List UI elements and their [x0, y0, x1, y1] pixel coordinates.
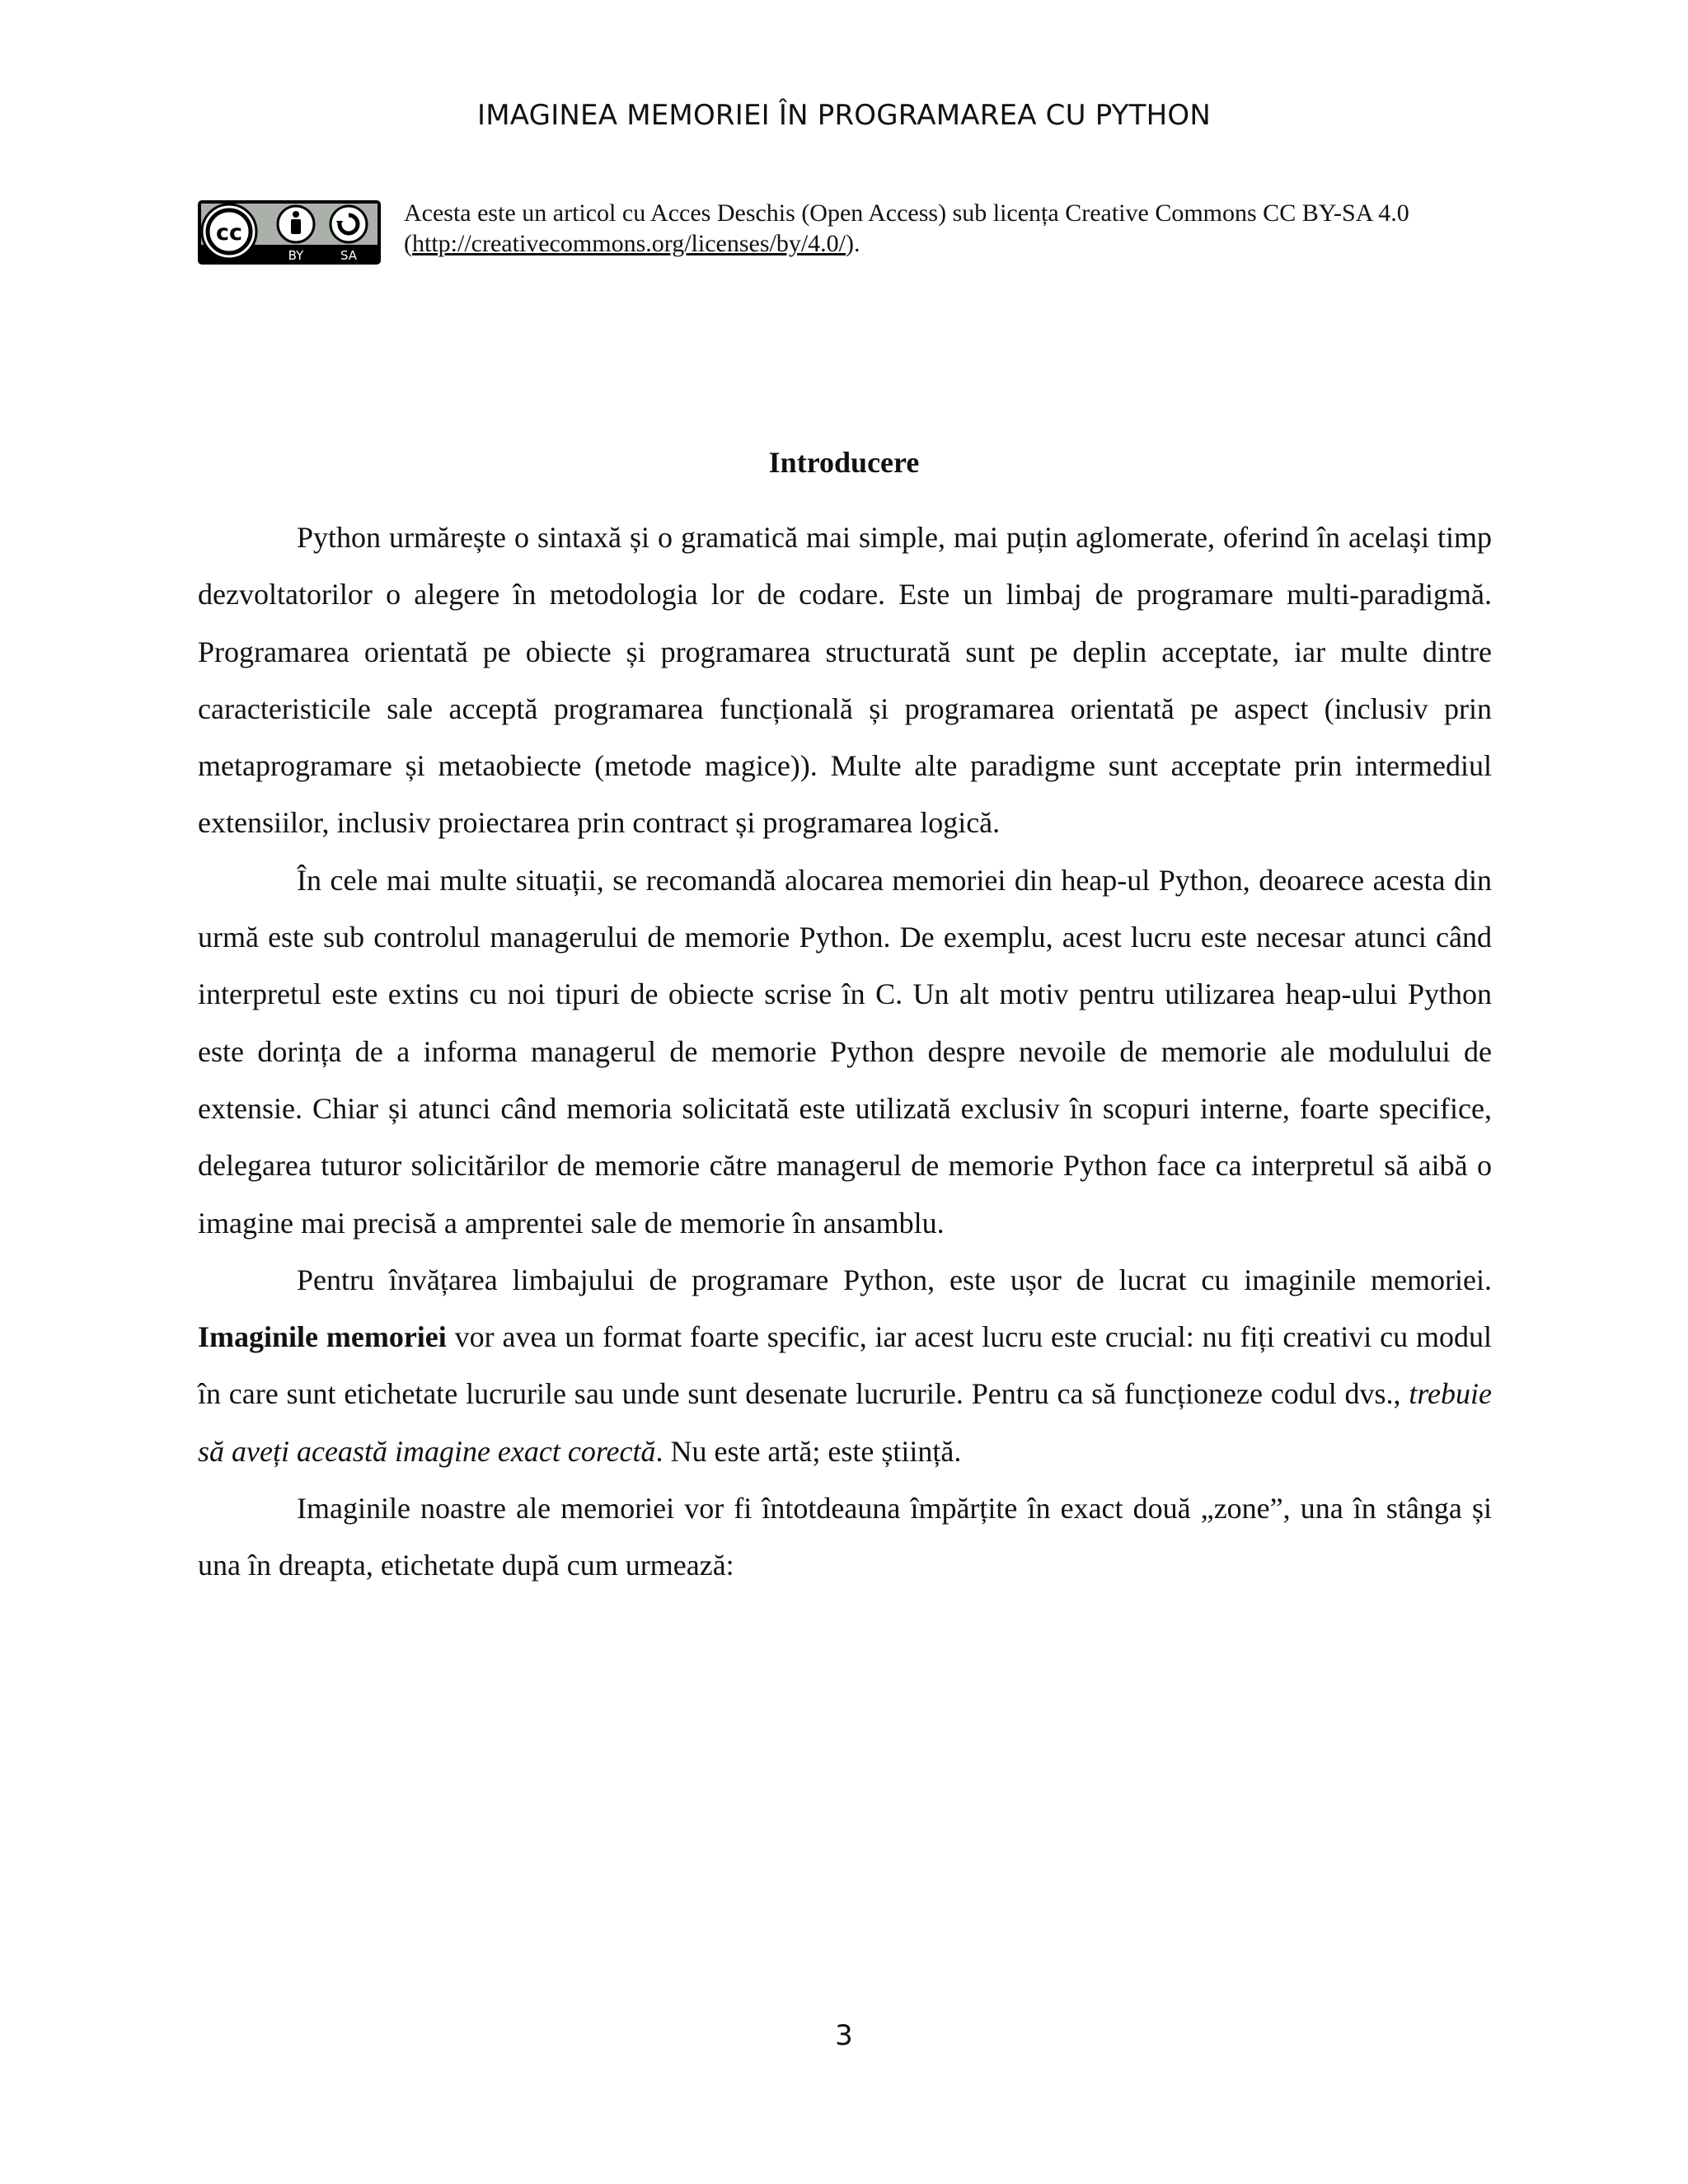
paragraph-1: Python urmărește o sintaxă și o gramatică mai simple, mai puțin aglomerate, oferind în același timp dezvoltatorilor o alegere în metodologia lor de codare. Este un limbaj de programare multi-paradigmă. Programarea orientată pe obiecte și programarea structurată sunt pe deplin acceptate, iar multe dintre caracteristicile sale acceptă programarea funcțională și programarea orientată pe aspect (inclusiv prin metaprogramare și metaobiecte (metode magice)). Multe alte paradigme sunt acceptate prin intermediul extensiilor, inclusiv proiectarea prin contract și programarea logică.: [198, 521, 1492, 840]
paragraph-3-bold: Imaginile memoriei: [198, 1320, 447, 1354]
paragraph-3-part-2: vor avea un format foarte specific, iar acest lucru este crucial: nu fiți creativi cu modul în care sunt etichetate lucrurile sau unde sunt desenate lucrurile. Pentru ca să funcționeze codul dvs.,: [198, 1320, 1492, 1411]
license-link[interactable]: http://creativecommons.org/licenses/by/4.0/: [412, 230, 846, 257]
paragraph-3: [198, 1252, 1492, 1480]
paragraph-3-part-3: . Nu este artă; este știință.: [655, 1434, 962, 1468]
paragraph-3-italic: trebuie să aveți această imagine exact corectă: [198, 1377, 1492, 1468]
cc-by-sa-badge-icon: [198, 200, 381, 265]
running-header: IMAGINEA MEMORIEI ÎN PROGRAMAREA CU PYTHON: [477, 99, 1211, 132]
license-text-after: ).: [846, 230, 860, 257]
paragraph-3-part-1: Pentru învățarea limbajului de programare Python, este ușor de lucrat cu imaginile memoriei.: [297, 1263, 1492, 1296]
body-text: [198, 509, 1492, 1595]
license-text: [404, 198, 1492, 259]
license-text-before: Acesta este un articol cu Acces Deschis (Open Access) sub licența Creative Commons CC BY-SA 4.0 (: [404, 199, 1409, 257]
paragraph-2: În cele mai multe situații, se recomandă alocarea memoriei din heap-ul Python, deoarece acesta din urmă este sub controlul managerului de memorie Python. De exemplu, acest lucru este necesar atunci când interpretul este extins cu noi tipuri de obiecte scrise în C. Un alt motiv pentru utilizarea heap-ului Python este dorința de a informa managerul de memorie Python despre nevoile de memorie ale modulului de extensie. Chiar și atunci când memoria solicitată este utilizată exclusiv în scopuri interne, foarte specifice, delegarea tuturor solicitărilor de memorie către managerul de memorie Python face ca interpretul să aibă o imagine mai precisă a amprentei sale de memorie în ansamblu.: [198, 863, 1492, 1240]
section-title: Introducere: [768, 446, 920, 479]
svg-text:SA: SA: [340, 248, 358, 263]
page-number: 3: [835, 2019, 853, 2052]
paragraph-4: Imaginile noastre ale memoriei vor fi întotdeauna împărțite în exact două „zone”, una în stânga și una în dreapta, etichetate după cum urmează:: [198, 1492, 1492, 1582]
license-notice: [198, 198, 1484, 264]
svg-text:BY: BY: [288, 248, 304, 263]
svg-text:cc: cc: [215, 220, 243, 246]
